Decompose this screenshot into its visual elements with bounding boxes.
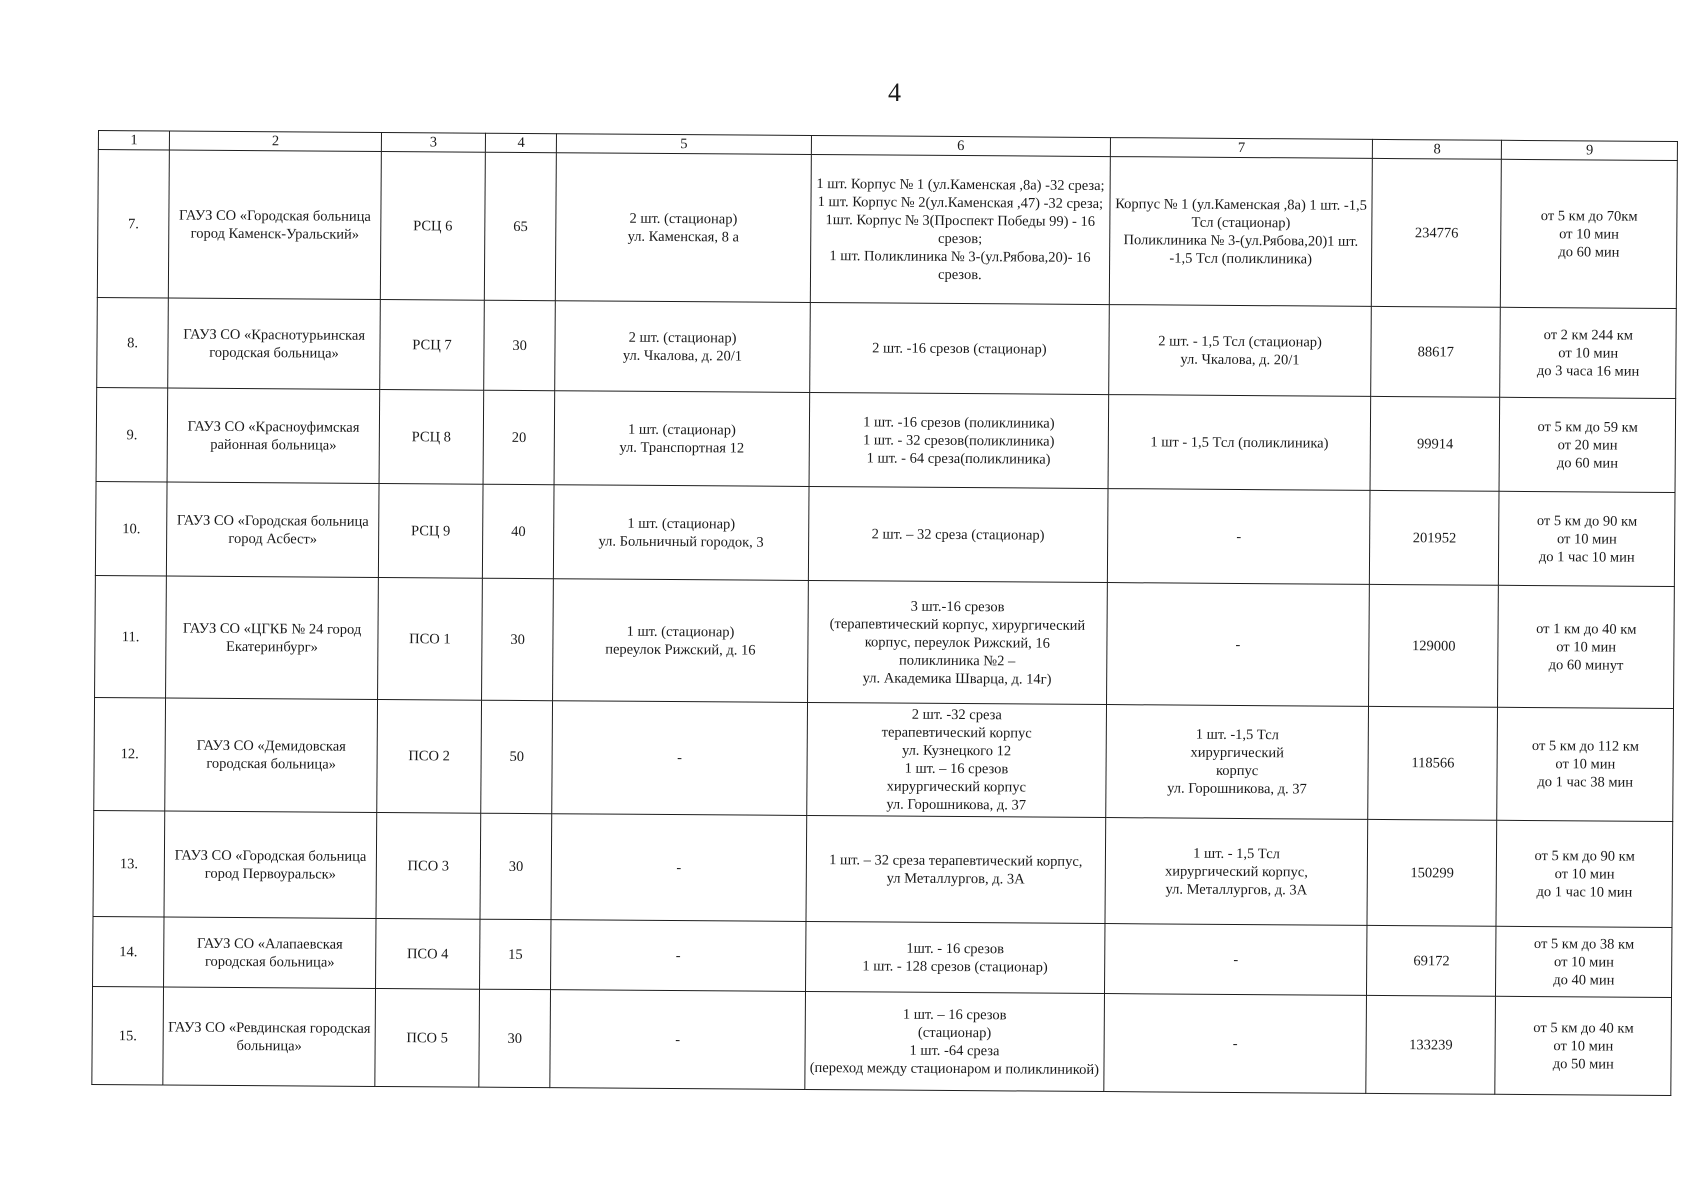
column-5-cell: - [551, 920, 806, 992]
population: 118566 [1368, 706, 1498, 820]
column-header: 3 [381, 132, 485, 152]
column-header: 7 [1110, 138, 1372, 159]
institution-name: ГАУЗ СО «Городская больница город Первоуральск» [164, 811, 376, 918]
table-row [93, 810, 1673, 927]
population: 234776 [1371, 158, 1501, 307]
mri-equipment: - [1105, 924, 1368, 996]
distance-time: от 5 км до 90 км от 10 мин до 1 час 10 мин [1499, 491, 1675, 586]
population: 133239 [1366, 995, 1496, 1094]
column-header: 9 [1502, 140, 1678, 160]
ct-equipment: 1 шт. -16 срезов (поликлиника) 1 шт. - 32 срезов(поликлиника) 1 шт. - 64 среза(поликлиника) [809, 392, 1109, 488]
ct-equipment: 1шт. - 16 срезов 1 шт. - 128 срезов (стационар) [805, 921, 1105, 993]
population: 201952 [1369, 490, 1499, 585]
beds-count: 50 [481, 700, 553, 813]
column-header: 8 [1372, 139, 1502, 159]
column-5-cell: - [551, 814, 806, 922]
mri-equipment: 2 шт. - 1,5 Тсл (стационар) ул. Чкалова, д. 20/1 [1109, 305, 1372, 397]
institution-name: ГАУЗ СО «Городская больница город Каменск-Уральский» [169, 150, 382, 299]
beds-count: 15 [480, 919, 552, 989]
ct-equipment: 2 шт. -16 срезов (стационар) [809, 302, 1109, 394]
column-5-cell: 2 шт. (стационар) ул. Каменская, 8 а [556, 153, 811, 303]
institution-name: ГАУЗ СО «Демидовская городская больница» [165, 698, 377, 812]
population: 129000 [1369, 584, 1499, 707]
table-row [95, 481, 1675, 586]
institution-name: ГАУЗ СО «Городская больница город Асбест» [167, 482, 379, 577]
column-header: 5 [557, 134, 812, 155]
ct-equipment: 1 шт. Корпус № 1 (ул.Каменская ,8а) -32 среза; 1 шт. Корпус № 2(ул.Каменская ,47) -32 среза; 1шт. Корпус № 3(Проспект Победы 99) - 16 срезов; 1 шт. Поликлиника № 3-(ул.Рябова,20)- 16 срезов. [810, 154, 1110, 304]
column-5-cell: 1 шт. (стационар) переулок Рижский, д. 16 [553, 579, 808, 703]
center-code: ПСО 5 [375, 988, 480, 1087]
mri-equipment: Корпус № 1 (ул.Каменская ,8а) 1 шт. -1,5 Тсл (стационар) Поликлиника № 3-(ул.Рябова,20)1 шт. -1,5 Тсл (поликлиника) [1109, 157, 1372, 307]
ct-equipment: 2 шт. -32 среза терапевтический корпус ул. Кузнецкого 12 1 шт. – 16 срезов хирургический корпус ул. Горошникова, д. 37 [806, 702, 1106, 817]
ct-equipment: 1 шт. – 16 срезов (стационар) 1 шт. -64 среза (переход между стационаром и поликлиникой) [805, 991, 1105, 1091]
row-number: 8. [97, 297, 169, 387]
distance-time: от 1 км до 40 км от 10 мин до 60 минут [1498, 585, 1674, 708]
ct-equipment: 3 шт.-16 срезов (терапевтический корпус, хирургический корпус, переулок Рижский, 16 поликлиника №2 – ул. Академика Шварца, д. 14г) [807, 580, 1107, 704]
column-header: 6 [811, 135, 1110, 156]
row-number: 11. [95, 575, 167, 697]
table-row [97, 150, 1677, 309]
table-row [97, 297, 1677, 398]
column-header: 4 [485, 133, 556, 152]
beds-count: 30 [480, 813, 552, 919]
row-number: 14. [93, 916, 165, 986]
row-number: 15. [92, 986, 164, 1084]
beds-count: 40 [482, 484, 554, 578]
ct-equipment: 1 шт. – 32 среза терапевтический корпус, ул Металлургов, д. 3А [806, 815, 1106, 923]
column-5-cell: - [552, 701, 807, 816]
ct-equipment: 2 шт. – 32 среза (стационар) [808, 486, 1108, 582]
institution-name: ГАУЗ СО «Красноуфимская районная больница» [167, 388, 379, 483]
institution-name: ГАУЗ СО «Алапаевская городская больница» [164, 917, 376, 988]
table-row [94, 697, 1674, 821]
row-number: 7. [97, 150, 169, 298]
beds-count: 30 [484, 300, 556, 390]
mri-equipment: - [1107, 489, 1370, 585]
mri-equipment: - [1107, 583, 1370, 707]
distance-time: от 2 км 244 км от 10 мин до 3 часа 16 мин [1500, 307, 1676, 398]
center-code: РСЦ 6 [380, 151, 485, 300]
institution-name: ГАУЗ СО «Ревдинская городская больница» [163, 987, 375, 1086]
table-row [93, 916, 1672, 997]
row-number: 9. [96, 387, 168, 481]
beds-count: 65 [484, 152, 556, 300]
distance-time: от 5 км до 59 км от 20 мин до 60 мин [1499, 397, 1675, 492]
distance-time: от 5 км до 40 км от 10 мин до 50 мин [1495, 996, 1671, 1095]
distance-time: от 5 км до 112 км от 10 мин до 1 час 38 мин [1497, 707, 1673, 821]
column-header: 2 [170, 131, 382, 151]
distance-time: от 5 км до 90 км от 10 мин до 1 час 10 мин [1496, 820, 1672, 927]
beds-count: 30 [482, 578, 554, 700]
population: 99914 [1370, 396, 1500, 491]
page-number: 4 [888, 78, 902, 107]
column-5-cell: 2 шт. (стационар) ул. Чкалова, д. 20/1 [555, 301, 810, 393]
column-header: 1 [98, 131, 169, 150]
column-5-cell: 1 шт. (стационар) ул. Больничный городок, 3 [554, 485, 809, 581]
row-number: 13. [93, 810, 165, 916]
center-code: ПСО 4 [375, 918, 480, 989]
center-code: ПСО 1 [377, 577, 482, 700]
mri-equipment: 1 шт - 1,5 Тсл (поликлиника) [1108, 395, 1371, 491]
mri-equipment: 1 шт. - 1,5 Тсл хирургический корпус, ул. Металлургов, д. 3А [1105, 818, 1368, 926]
population: 88617 [1371, 306, 1501, 397]
population: 150299 [1367, 819, 1497, 926]
population: 69172 [1367, 925, 1497, 996]
mri-equipment: - [1104, 994, 1367, 1094]
center-code: РСЦ 8 [379, 389, 484, 484]
institution-name: ГАУЗ СО «ЦГКБ № 24 город Екатеринбург» [166, 576, 378, 699]
center-code: РСЦ 7 [380, 299, 485, 390]
mri-equipment: 1 шт. -1,5 Тсл хирургический корпус ул. Горошникова, д. 37 [1106, 705, 1369, 820]
row-number: 12. [94, 697, 166, 810]
beds-count: 30 [479, 989, 551, 1087]
center-code: ПСО 3 [376, 812, 481, 919]
distance-time: от 5 км до 70км от 10 мин до 60 мин [1501, 159, 1678, 308]
center-code: ПСО 2 [377, 699, 482, 813]
table-container [91, 130, 1678, 1096]
table-row [92, 986, 1672, 1095]
center-code: РСЦ 9 [378, 483, 483, 578]
row-number: 10. [95, 481, 167, 575]
column-5-cell: - [550, 990, 805, 1090]
table-row [95, 575, 1675, 708]
beds-count: 20 [483, 390, 555, 484]
distance-time: от 5 км до 38 км от 10 мин до 40 мин [1496, 926, 1672, 997]
hospital-equipment-table [91, 130, 1678, 1096]
column-5-cell: 1 шт. (стационар) ул. Транспортная 12 [554, 391, 809, 487]
table-row [96, 387, 1676, 492]
institution-name: ГАУЗ СО «Краснотурьинская городская больница» [168, 298, 380, 389]
